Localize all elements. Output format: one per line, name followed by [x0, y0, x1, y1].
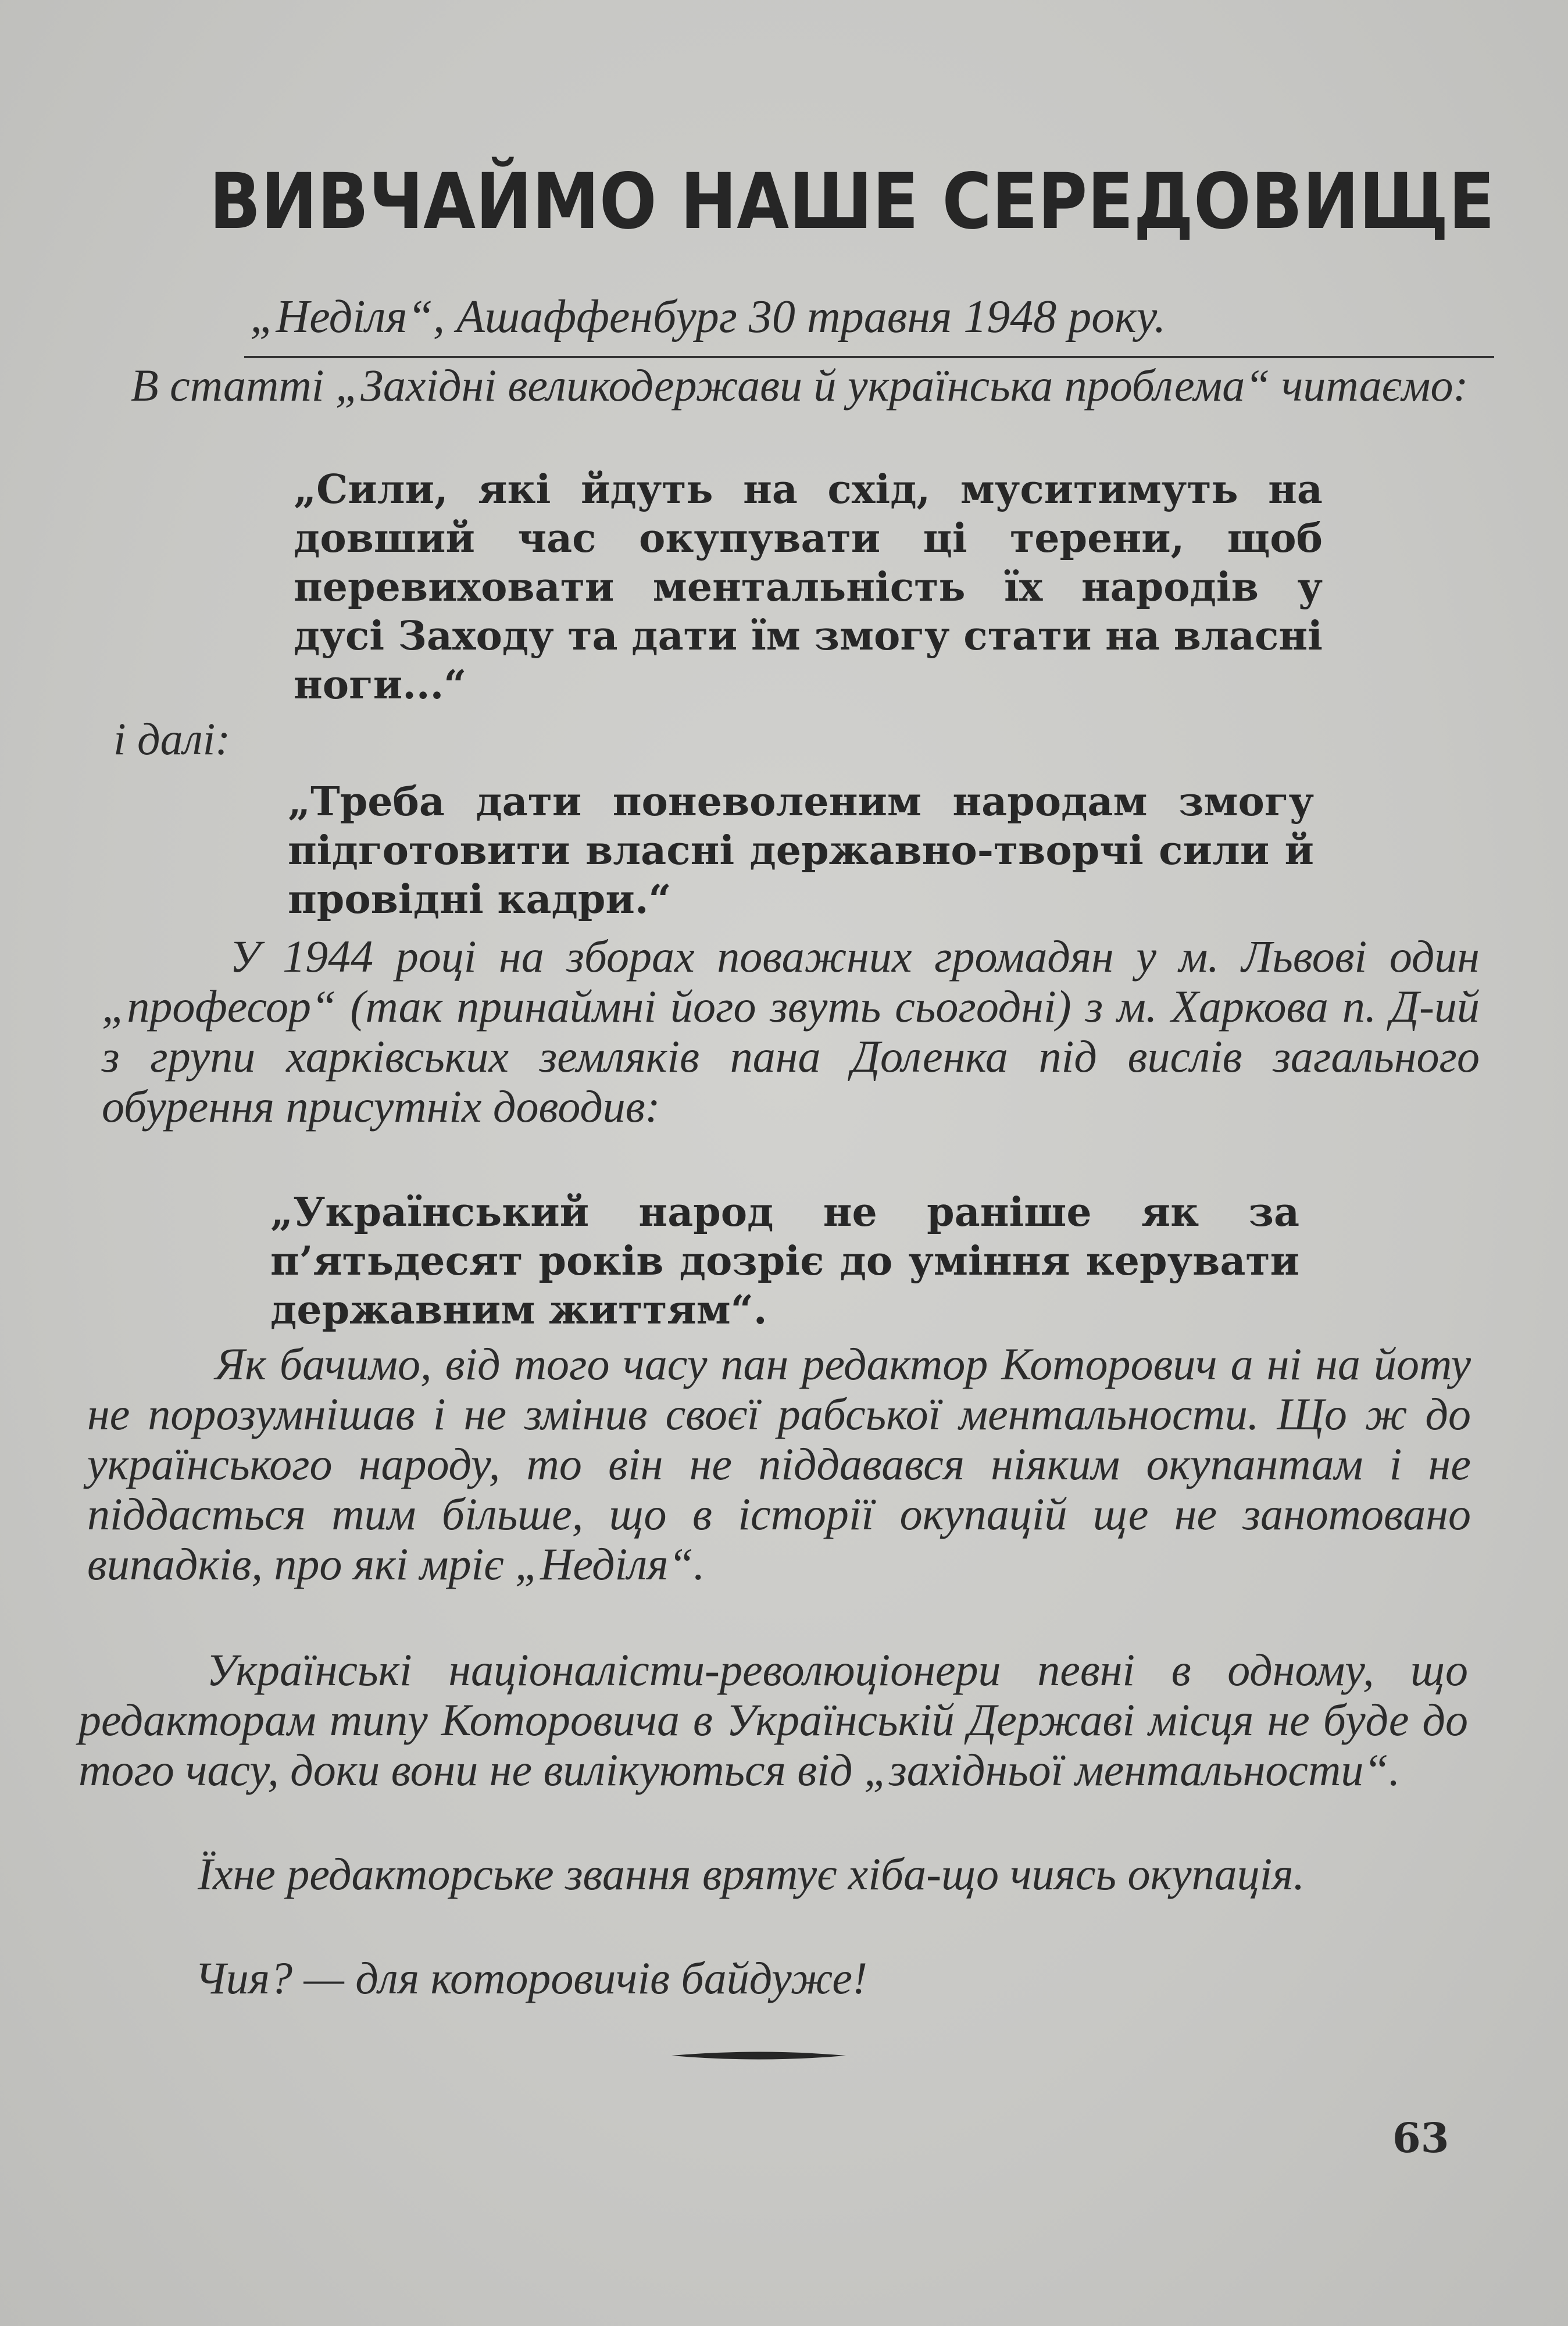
paragraph-1: [102, 932, 1480, 1132]
intro-paragraph: В статті „Західні великодержави й українська проблема“ читаємо:: [131, 360, 1469, 411]
paragraph-2: [87, 1339, 1471, 1589]
paragraph-4: [70, 1849, 1459, 1899]
paragraph-3: [78, 1645, 1468, 1795]
transition-text: і далі:: [113, 714, 231, 764]
end-ornament-icon: [672, 2047, 846, 2064]
quote-2: „Треба дати поневоленим народам змогу підготовити власні державно-творчі сили й провідні кадри.“: [288, 779, 1314, 923]
source-underline: [244, 356, 1494, 358]
source-line: „Неділя“, Ашаффенбург 30 травня 1948 року.: [250, 291, 1166, 343]
quote-1: „Сили, які йдуть на схід, муситимуть на довший час окупувати ці терени, щоб перевиховати ментальність їх народів у дусі Заходу та дати їм змогу стати на власні ноги...“: [294, 466, 1323, 708]
page-title: ВИВЧАЙМО НАШЕ СЕРЕДОВИЩЕ: [209, 157, 1495, 247]
quote-3: „Український народ не раніше як за п’ятьдесят років дозріє до уміння керувати державним життям“.: [270, 1189, 1299, 1333]
paragraph-4-text: Їхне редакторське звання врятує хіба-що чиясь окупація.: [198, 1849, 1305, 1899]
page-number: 63: [1392, 2114, 1449, 2162]
paragraph-2-text: Як бачимо, від того часу пан редактор Которович а ні на йоту не порозумнішав і не змінив своєї рабської ментальности. Що ж до українського народу, то він не піддавався ніяким окупантам і не піддасться тим більше, що в історії окупацій ще не занотовано випадків, про які мріє „Неділя“.: [87, 1339, 1471, 1589]
paragraph-1-text: У 1944 році на зборах поважних громадян у м. Львові один „професор“ (так принаймні його звуть сьогодні) з м. Харкова п. Д-ий з групи харківських земляків пана Доленка під вислів загального обурення присутніх доводив:: [102, 931, 1480, 1132]
paragraph-5: Чия? — для которовичів байдуже!: [195, 1953, 867, 2003]
paragraph-3-text: Українські націоналісти-революціонери певні в одному, що редакторам типу Которовича в Українській Державі місця не буде до того часу, доки вони не вилікуються від „західньої ментальности“.: [78, 1644, 1468, 1795]
